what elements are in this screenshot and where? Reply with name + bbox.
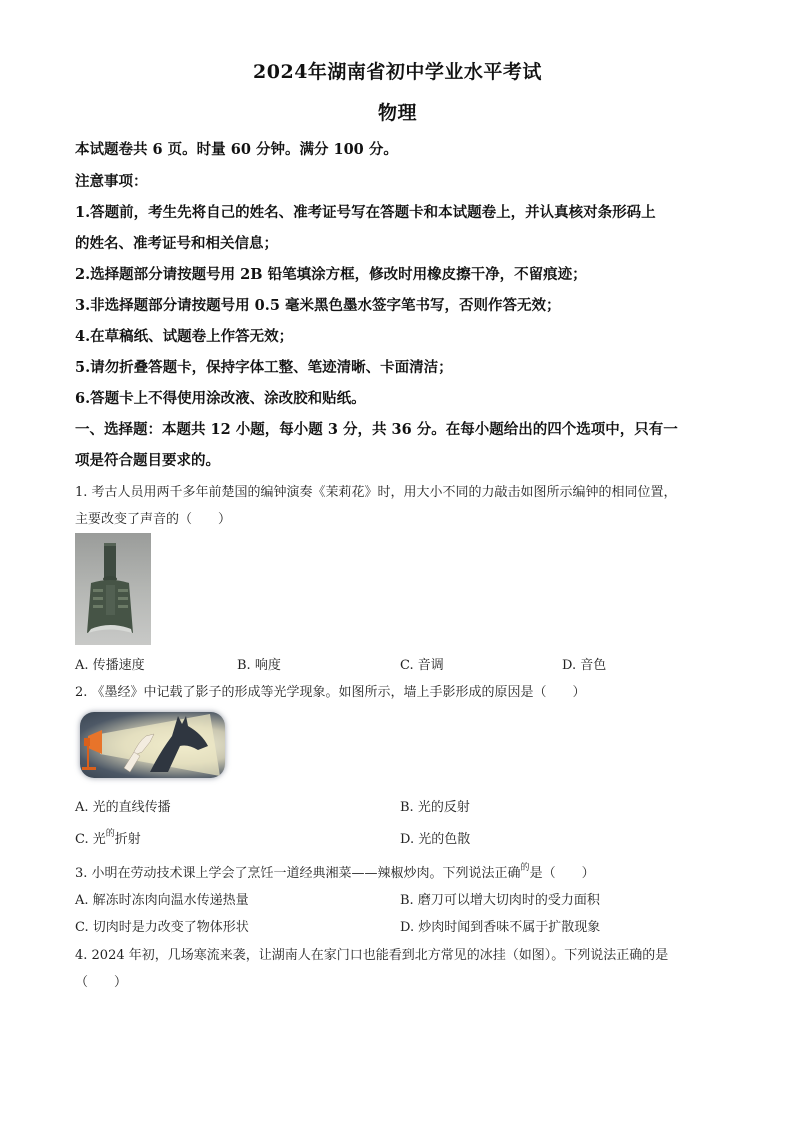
section-heading-cont: 项是符合题目要求的。 <box>75 452 220 469</box>
hand-shadow-image <box>80 712 225 778</box>
question-2-option-d[interactable]: D. 光的色散 <box>400 832 471 847</box>
exam-title: 2024年湖南省初中学业水平考试 <box>253 61 542 83</box>
question-2-option-a[interactable]: A. 光的直线传播 <box>75 800 171 815</box>
question-4-stem: 4. 2024 年初，几场寒流来袭，让湖南人在家门口也能看到北方常见的冰挂（如图）。下列说法正确的是 <box>75 948 669 963</box>
question-3-option-d[interactable]: D. 炒肉时闻到香味不属于扩散现象 <box>400 920 601 935</box>
question-2-stem: 2. 《墨经》中记载了影子的形成等光学现象。如图所示，墙上手影形成的原因是（ ） <box>75 685 586 700</box>
subject-title: 物理 <box>377 102 417 124</box>
question-1-stem: 1. 考古人员用两千多年前楚国的编钟演奏《茉莉花》时，用大小不同的力敲击如图所示编钟的相同位置， <box>75 485 677 500</box>
notice-heading: 注意事项： <box>75 173 148 190</box>
question-1-option-d[interactable]: D. 音色 <box>562 658 607 673</box>
stem-superscript: 的 <box>520 863 530 873</box>
bronze-bell-image <box>75 533 151 645</box>
question-4-stem-cont: （ ） <box>75 975 128 990</box>
section-heading: 一、选择题：本题共 12 小题，每小题 3 分，共 36 分。在每小题给出的四个选项中，只有一 <box>75 421 678 438</box>
question-3-option-c[interactable]: C. 切肉时是力改变了物体形状 <box>75 920 249 935</box>
notice-item-1-cont: 的姓名、准考证号和相关信息； <box>75 235 278 252</box>
question-2-option-c[interactable] <box>75 828 141 847</box>
notice-item-4: 4.在草稿纸、试题卷上作答无效； <box>75 328 294 345</box>
question-1-stem-cont: 主要改变了声音的（ ） <box>75 512 232 527</box>
notice-item-2: 2.选择题部分请按题号用 2B 铅笔填涂方框，修改时用橡皮擦干净，不留痕迹； <box>75 266 587 283</box>
notice-item-5: 5.请勿折叠答题卡，保持字体工整、笔迹清晰、卡面清洁； <box>75 359 453 376</box>
question-3-option-a[interactable]: A. 解冻时冻肉向温水传递热量 <box>75 893 249 908</box>
question-1-option-a[interactable]: A. 传播速度 <box>75 658 145 673</box>
question-1-option-b[interactable]: B. 响度 <box>237 658 281 673</box>
notice-item-6: 6.答题卡上不得使用涂改液、涂改胶和贴纸。 <box>75 390 366 407</box>
question-3-option-b[interactable]: B. 磨刀可以增大切肉时的受力面积 <box>400 893 600 908</box>
option-c-tail: 折射 <box>114 832 141 847</box>
option-c-superscript: 的 <box>105 829 115 839</box>
option-c-text: C. 光 <box>75 832 106 847</box>
question-3-stem <box>75 862 595 881</box>
exam-info: 本试题卷共 6 页。时量 60 分钟。满分 100 分。 <box>75 141 398 158</box>
notice-item-3: 3.非选择题部分请按题号用 0.5 毫米黑色墨水签字笔书写，否则作答无效； <box>75 297 561 314</box>
question-2-option-b[interactable]: B. 光的反射 <box>400 800 470 815</box>
question-1-option-c[interactable]: C. 音调 <box>400 658 444 673</box>
stem-text: 3. 小明在劳动技术课上学会了烹饪一道经典湘菜——辣椒炒肉。下列说法正确 <box>75 866 521 881</box>
stem-tail: 是（ ） <box>529 866 595 881</box>
notice-item-1: 1.答题前，考生先将自己的姓名、准考证号写在答题卡和本试题卷上，并认真核对条形码上 <box>75 204 656 221</box>
